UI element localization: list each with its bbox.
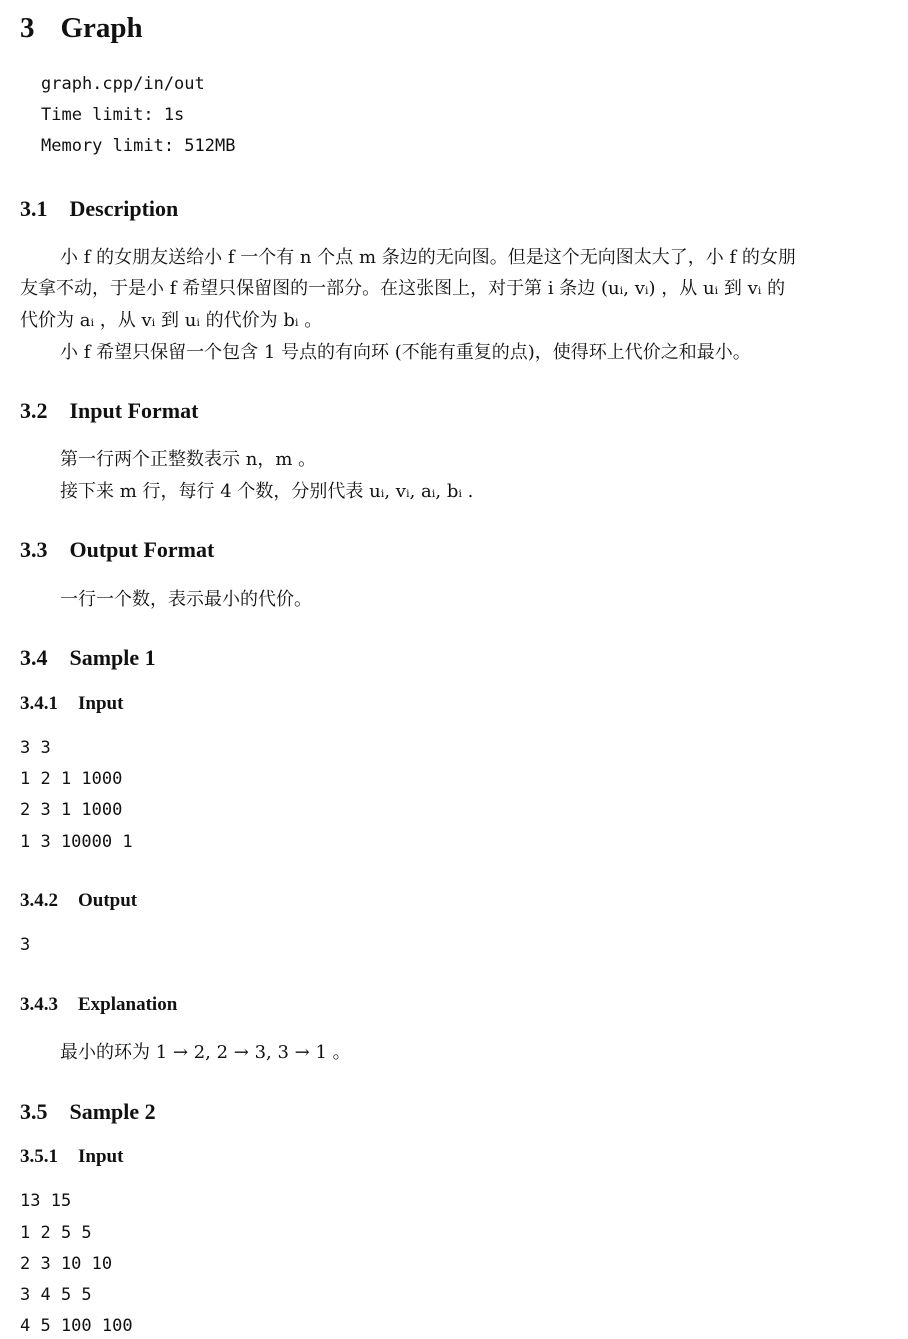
sample1-input-line: 1 3 10000 1 bbox=[20, 832, 133, 852]
sample1-input-title: Input bbox=[78, 693, 124, 714]
sample1-input-line: 2 3 1 1000 bbox=[20, 800, 123, 820]
description-heading bbox=[20, 196, 178, 222]
sample2-input-line: 3 4 5 5 bbox=[20, 1285, 92, 1305]
sample1-output-heading bbox=[20, 890, 137, 912]
sample2-input-line: 1 2 5 5 bbox=[20, 1223, 92, 1243]
sample1-number: 3.4 bbox=[20, 645, 48, 670]
sample1-output-number: 3.4.2 bbox=[20, 890, 58, 911]
sample1-explanation-heading bbox=[20, 994, 177, 1016]
input-format-line-2: 接下来 m 行，每行 4 个数，分别代表 uᵢ, vᵢ, aᵢ, bᵢ . bbox=[60, 481, 474, 502]
input-format-line-1: 第一行两个正整数表示 n，m 。 bbox=[60, 449, 317, 470]
sample1-heading bbox=[20, 645, 156, 671]
memory-limit: Memory limit: 512MB bbox=[41, 136, 236, 156]
output-format-title: Output Format bbox=[69, 537, 215, 562]
sample1-input-line: 3 3 bbox=[20, 738, 51, 758]
sample2-input-line: 4 5 100 100 bbox=[20, 1316, 133, 1336]
time-limit: Time limit: 1s bbox=[41, 105, 185, 125]
input-format-title: Input Format bbox=[69, 398, 199, 423]
description-line-3: 代价为 aᵢ ，从 vᵢ 到 uᵢ 的代价为 bᵢ 。 bbox=[20, 310, 323, 331]
description-line-2: 友拿不动，于是小 f 希望只保留图的一部分。在这张图上，对于第 i 条边 (uᵢ, vᵢ) ，从 uᵢ 到 vᵢ 的 bbox=[20, 278, 786, 299]
sample2-heading bbox=[20, 1099, 156, 1125]
output-format-line-1: 一行一个数，表示最小的代价。 bbox=[60, 589, 312, 610]
description-line-1: 小 f 的女朋友送给小 f 一个有 n 个点 m 条边的无向图。但是这个无向图太大了，小 f 的女朋 bbox=[60, 247, 796, 268]
input-format-number: 3.2 bbox=[20, 398, 48, 423]
sample2-input-line: 2 3 10 10 bbox=[20, 1254, 113, 1274]
sample1-explanation-number: 3.4.3 bbox=[20, 994, 58, 1015]
input-format-heading bbox=[20, 398, 198, 424]
sample1-explanation-title: Explanation bbox=[78, 994, 178, 1015]
sample1-title: Sample 1 bbox=[69, 645, 156, 670]
sample1-output-title: Output bbox=[78, 890, 138, 911]
sample2-input-line: 13 15 bbox=[20, 1191, 72, 1211]
output-format-number: 3.3 bbox=[20, 537, 48, 562]
sample2-number: 3.5 bbox=[20, 1099, 48, 1124]
sample1-output-line: 3 bbox=[20, 935, 31, 955]
description-title: Description bbox=[69, 196, 179, 221]
sample2-input-number: 3.5.1 bbox=[20, 1146, 58, 1167]
sample1-explanation-text: 最小的环为 1 → 2, 2 → 3, 3 → 1 。 bbox=[60, 1042, 351, 1063]
section-heading bbox=[20, 12, 143, 45]
sample1-input-number: 3.4.1 bbox=[20, 693, 58, 714]
section-number: 3 bbox=[20, 12, 35, 44]
section-title: Graph bbox=[60, 12, 143, 44]
sample2-input-heading bbox=[20, 1146, 123, 1168]
file-names: graph.cpp/in/out bbox=[41, 74, 205, 94]
sample1-input-line: 1 2 1 1000 bbox=[20, 769, 123, 789]
description-number: 3.1 bbox=[20, 196, 48, 221]
output-format-heading bbox=[20, 537, 214, 563]
sample2-title: Sample 2 bbox=[69, 1099, 156, 1124]
sample2-input-title: Input bbox=[78, 1146, 124, 1167]
description-line-4: 小 f 希望只保留一个包含 1 号点的有向环 (不能有重复的点)，使得环上代价之和最小。 bbox=[60, 342, 751, 363]
sample1-input-heading bbox=[20, 693, 123, 715]
